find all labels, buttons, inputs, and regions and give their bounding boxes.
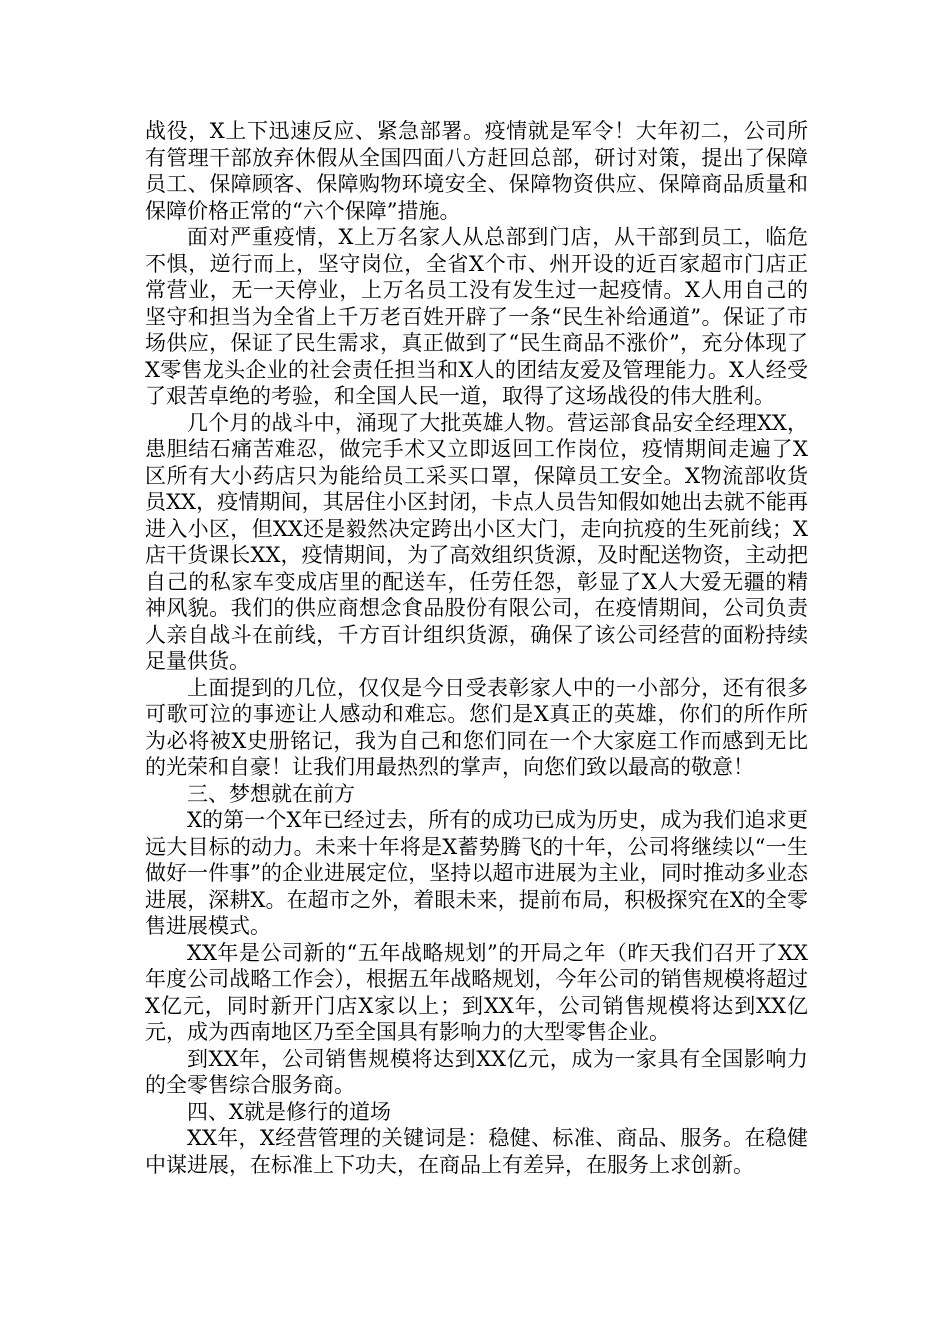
paragraph-keywords: XX年，X经营管理的关键词是：稳健、标准、商品、服务。在稳健中谋进展，在标准上下功夫，在商品上有差异，在服务上求创新。: [145, 1126, 808, 1177]
paragraph-tribute: 上面提到的几位，仅仅是今日受表彰家人中的一小部分，还有很多可歌可泣的事迹让人感动和难忘。您们是X真正的英雄，你们的所作所为必将被X史册铭记，我为自己和您们同在一个大家庭工作而感到无比的光荣和自豪！让我们用最热烈的掌声，向您们致以最高的敬意！: [145, 675, 808, 779]
document-page: [145, 118, 808, 1178]
section-heading-practice: 四、X就是修行的道场: [187, 1099, 391, 1124]
paragraph-frontline: 面对严重疫情，X上万名家人从总部到门店，从干部到员工，临危不惧，逆行而上，坚守岗位，全省X个市、州开设的近百家超市门店正常营业，无一天停业，上万名员工没有发生过一起疫情。X人用自己的坚守和担当为全省上千万老百姓开辟了一条“民生补给通道”。保证了市场供应，保证了民生需求，真正做到了“民生商品不涨价”，充分体现了X零售龙头企业的社会责任担当和X人的团结友爱及管理能力。X人经受了艰苦卓绝的考验，和全国人民一道，取得了这场战役的伟大胜利。: [145, 225, 808, 408]
paragraph-heroes: 几个月的战斗中，涌现了大批英雄人物。营运部食品安全经理XX，患胆结石痛苦难忍，做完手术又立即返回工作岗位，疫情期间走遍了X区所有大小药店只为能给员工采买口罩，保障员工安全。X物流部收货员XX，疫情期间，其居住小区封闭，卡点人员告知假如她出去就不能再进入小区，但XX还是毅然决定跨出小区大门，走向抗疫的生死前线；X店干货课长XX，疫情期间，为了高效组织货源，及时配送物资，主动把自己的私家车变成店里的配送车，任劳任怨，彰显了X人大爱无疆的精神风貌。我们的供应商想念食品股份有限公司，在疫情期间，公司负责人亲自战斗在前线，千方百计组织货源，确保了该公司经营的面粉持续足量供货。: [145, 410, 808, 673]
paragraph-response: 战役，X上下迅速反应、紧急部署。疫情就是军令！大年初二，公司所有管理干部放弃休假从全国四面八方赶回总部，研讨对策，提出了保障员工、保障顾客、保障购物环境安全、保障物资供应、保障商品质量和保障价格正常的“六个保障”措施。: [145, 119, 808, 223]
paragraph-future: X的第一个X年已经过去，所有的成功已成为历史，成为我们追求更远大目标的动力。未来十年将是X蓄势腾飞的十年，公司将继续以“一生做好一件事”的企业进展定位，坚持以超市进展为主业，同时推动多业态进展，深耕X。在超市之外，着眼未来，提前布局，积极探究在X的全零售进展模式。: [145, 808, 808, 938]
paragraph-target: 到XX年，公司销售规模将达到XX亿元，成为一家具有全国影响力的全零售综合服务商。: [145, 1046, 808, 1097]
section-heading-dream: 三、梦想就在前方: [187, 781, 355, 806]
paragraph-five-year-plan: XX年是公司新的“五年战略规划”的开局之年（昨天我们召开了XX年度公司战略工作会），根据五年战略规划，今年公司的销售规模将超过X亿元，同时新开门店X家以上；到XX年，公司销售规模将达到XX亿元，成为西南地区乃至全国具有影响力的大型零售企业。: [145, 940, 808, 1044]
